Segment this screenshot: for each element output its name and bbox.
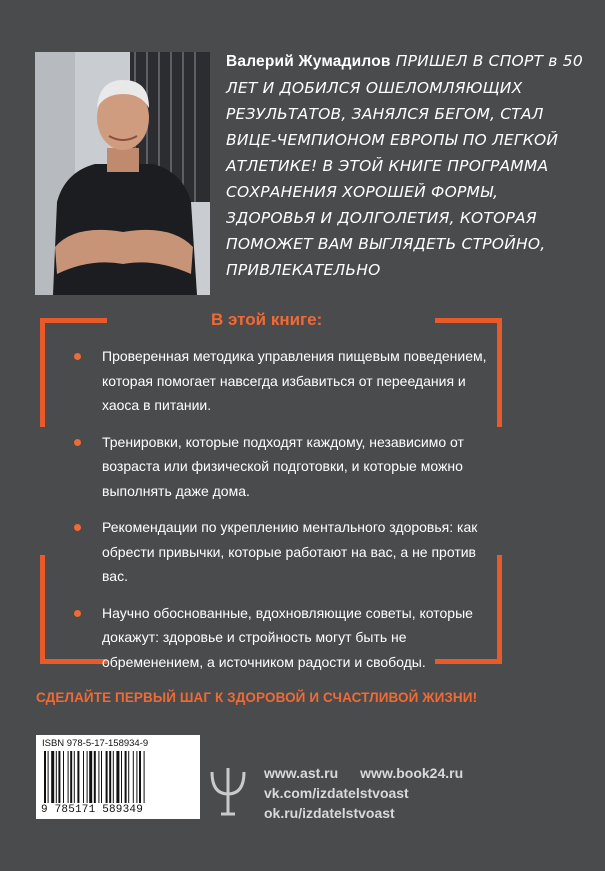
barcode-bar (113, 751, 114, 803)
barcode-bar (98, 751, 99, 803)
barcode-bars (44, 751, 192, 803)
barcode-bar (133, 751, 134, 803)
list-item-text: Тренировки, которые подходят каждому, независимо от возраста или физической подготовки, и которые можно выполнять даже дома. (102, 433, 464, 499)
barcode-bar (83, 751, 84, 803)
author-photo-illustration (35, 52, 210, 295)
list-item-text: Рекомендации по укреплению ментального здоровья: как обрести привычки, которые работают на вас, а не против вас. (102, 519, 478, 584)
barcode-bar (74, 751, 75, 803)
barcode-bar (128, 751, 129, 803)
intro-text: ПРИШЕЛ В СПОРТ в 50 ЛЕТ И ДОБИЛСЯ ОШЕЛОМЛЯЮЩИХ РЕЗУЛЬТАТОВ, ЗАНЯЛСЯ БЕГОМ, СТАЛ ВИЦЕ-ЧЕМПИОНОМ ЕВРОПЫ ПО ЛЕГКОЙ АТЛЕТИКЕ! В ЭТОЙ КНИГЕ ПРОГРАММА СОХРАНЕНИЯ ХОРОШЕЙ ФОРМЫ, ЗДОРОВЬЯ И ДОЛГОЛЕТИЯ, КОТОРАЯ ПОМОЖЕТ ВАМ ВЫГЛЯДЕТЬ СТРОЙНО, ПРИВЛЕКАТЕЛЬНО (226, 52, 583, 279)
list-item-text: Научно обоснованные, вдохновляющие советы, которые докажут: здоровье и стройность могут быть не обременением, а источником радости и свободы. (102, 604, 473, 670)
link-vk[interactable]: vk.com/izdatelstvoast (264, 785, 409, 801)
in-book-title: В этой книге: (205, 310, 328, 330)
barcode-bar (125, 751, 127, 803)
list-item (70, 430, 490, 504)
barcode-bar (116, 751, 119, 803)
barcode-bar (51, 751, 54, 803)
author-photo (35, 52, 210, 295)
barcode-bar (94, 751, 96, 803)
author-name: Валерий Жумадилов (226, 53, 391, 70)
bullet-dot-icon (74, 439, 81, 446)
list-item (70, 601, 490, 675)
list-item-text: Проверенная методика управления пищевым поведением, которая помогает навсегда избавиться от переедания и хаоса в питании. (102, 348, 487, 413)
barcode-bar (121, 751, 122, 803)
barcode-bar (68, 751, 69, 803)
link-ok[interactable]: ok.ru/izdatelstvoast (264, 805, 395, 821)
barcode-bar (89, 751, 92, 803)
barcode-bar (58, 751, 60, 803)
barcode-bar (44, 751, 46, 803)
barcode-bar (139, 751, 141, 803)
barcode (36, 735, 200, 819)
link-ast[interactable]: www.ast.ru (264, 765, 339, 781)
barcode-bar (77, 751, 79, 803)
barcode-bar (63, 751, 64, 803)
barcode-bar (48, 751, 49, 803)
barcode-bar (144, 751, 145, 803)
publisher-links (264, 763, 463, 823)
psi-icon (208, 768, 248, 821)
barcode-bar (56, 751, 57, 803)
call-to-action: СДЕЛАЙТЕ ПЕРВЫЙ ШАГ К ЗДОРОВОЙ И СЧАСТЛИВОЙ ЖИЗНИ! (36, 690, 478, 705)
bullet-dot-icon (74, 610, 81, 617)
list-item (70, 344, 490, 418)
bullet-dot-icon (74, 353, 81, 360)
list-item (70, 515, 490, 589)
isbn-label: ISBN 978-5-17-158934-9 (42, 738, 149, 749)
link-book24[interactable]: www.book24.ru (360, 765, 464, 781)
intro-paragraph (226, 48, 586, 283)
barcode-bar (87, 751, 88, 803)
barcode-bar (106, 751, 108, 803)
barcode-bar (101, 751, 102, 803)
bullet-dot-icon (74, 524, 81, 531)
barcode-bar (70, 751, 72, 803)
barcode-bar (136, 751, 137, 803)
in-book-list (70, 344, 490, 686)
barcode-bar (109, 751, 111, 803)
barcode-digits: 9 785171 589349 (41, 804, 144, 816)
